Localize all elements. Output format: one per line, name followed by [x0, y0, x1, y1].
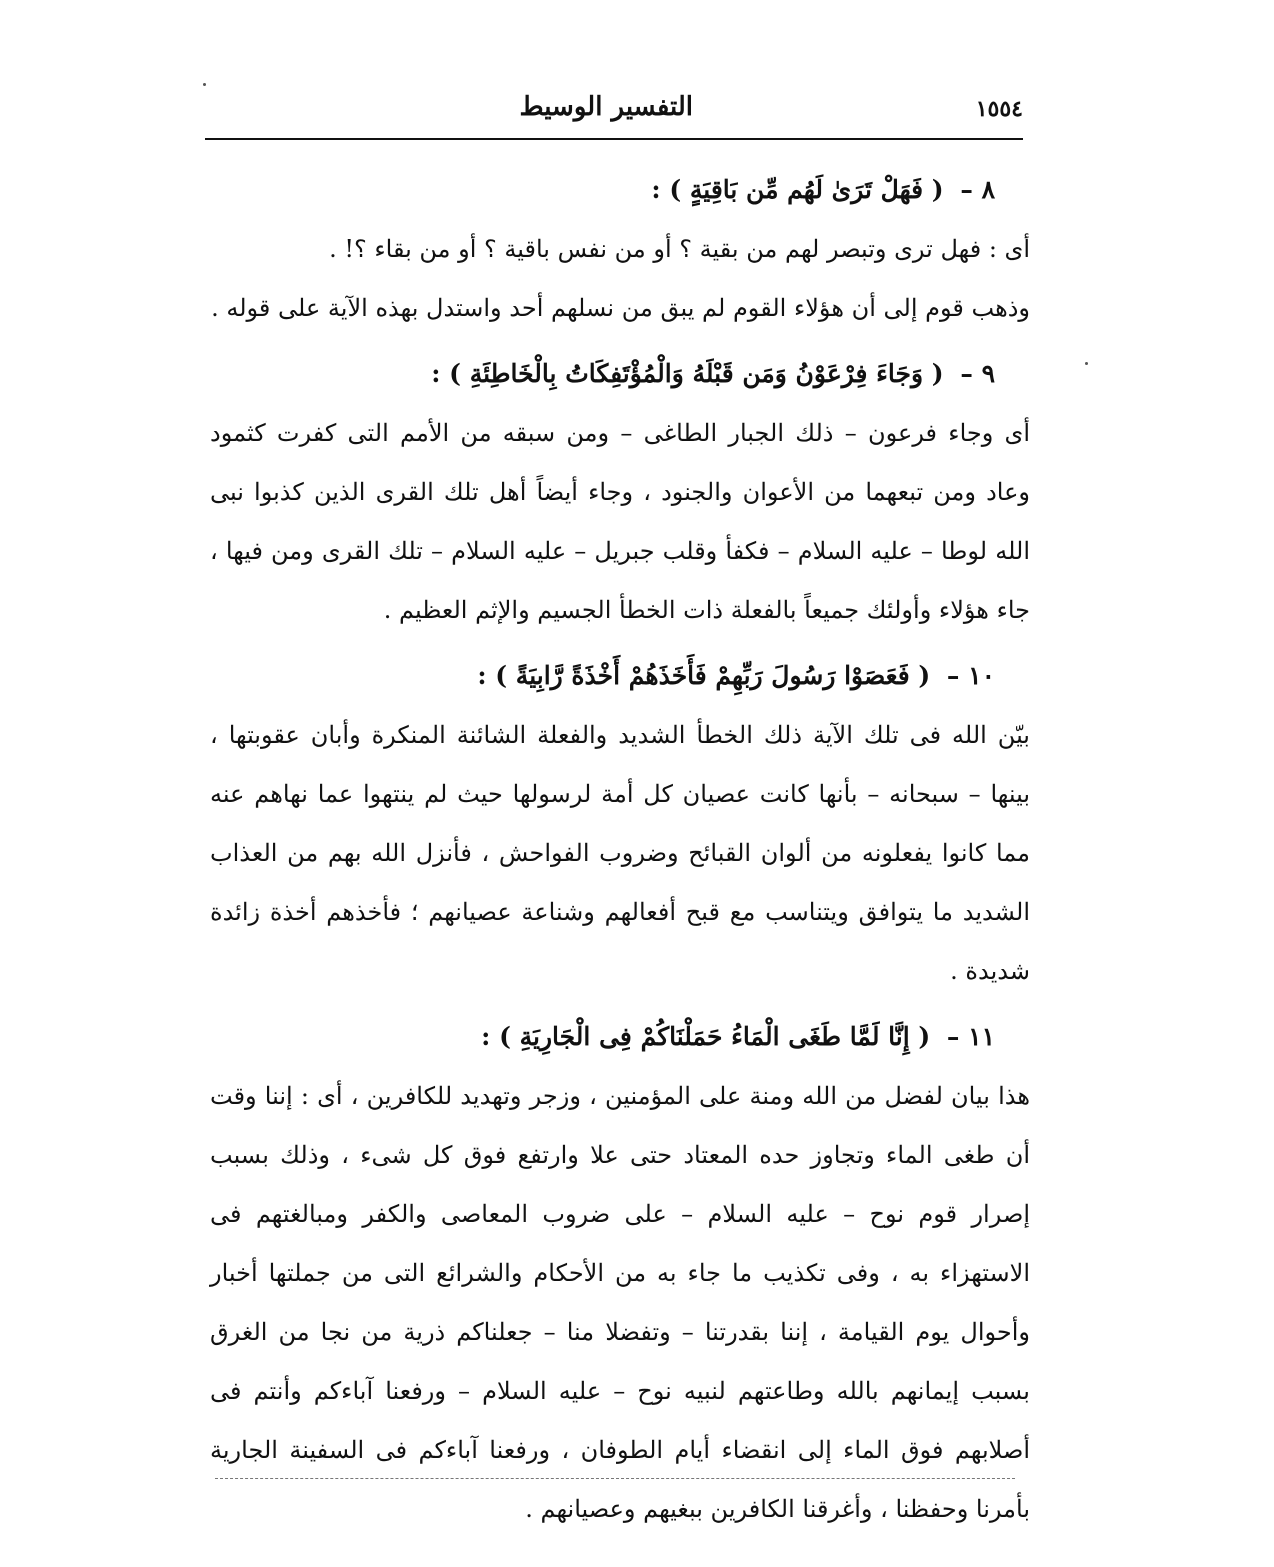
verse-heading	[210, 160, 1030, 220]
verse-heading	[210, 1007, 1030, 1067]
scan-speck	[203, 83, 206, 86]
page-header	[205, 92, 1023, 134]
verse-text: ( فَعَصَوْا رَسُولَ رَبِّهِمْ فَأَخَذَهُمْ أَخْذَةً رَّابِيَةً ) :	[477, 661, 931, 690]
running-title: التفسير الوسيط	[519, 92, 693, 122]
verse-text: ( إِنَّا لَمَّا طَغَى الْمَاءُ حَمَلْنَاكُمْ فِى الْجَارِيَةِ ) :	[481, 1022, 931, 1051]
page-body	[210, 160, 1030, 1539]
page-number: ١٥٥٤	[975, 96, 1023, 122]
scan-speck	[1085, 362, 1088, 365]
commentary-paragraph: بيّن الله فى تلك الآية ذلك الخطأ الشديد والفعلة الشائنة المنكرة وأبان عقوبتها ، بينها – سبحانه – بأنها كانت عصيان كل أمة لرسولها حيث لم ينتهوا عما نهاهم عنه مما كانوا يفعلونه من ألوان القبائح وضروب الفواحش ، فأنزل الله بهم من العذاب الشديد ما يتوافق ويتناسب مع قبح أفعالهم وشناعة عصيانهم ؛ فأخذهم أخذة زائدة شديدة .	[210, 721, 1030, 985]
verse-number: ٩ –	[960, 359, 995, 388]
verse-number: ١٠ –	[946, 661, 995, 690]
verse-text: ( وَجَاءَ فِرْعَوْنُ وَمَن قَبْلَهُ وَالْمُؤْتَفِكَاتُ بِالْخَاطِئَةِ ) :	[431, 359, 944, 388]
footer-divider	[215, 1478, 1015, 1479]
commentary-paragraph: أى وجاء فرعون – ذلك الجبار الطاغى – ومن سبقه من الأمم التى كفرت كثمود وعاد ومن تبعهما من الأعوان والجنود ، وجاء أيضاً أهل تلك القرى الذين كذبوا نبى الله لوطا – عليه السلام – فكفأ وقلب جبريل – عليه السلام – تلك القرى ومن فيها ، جاء هؤلاء وأولئك جميعاً بالفعلة ذات الخطأ الجسيم والإثم العظيم .	[210, 419, 1030, 624]
verse-heading	[210, 646, 1030, 706]
commentary-paragraph: أى : فهل ترى وتبصر لهم من بقية ؟ أو من نفس باقية ؟ أو من بقاء ؟! .	[329, 235, 1030, 263]
commentary-paragraph: هذا بيان لفضل من الله ومنة على المؤمنين ، وزجر وتهديد للكافرين ، أى : إننا وقت أن طغى الماء وتجاوز حده المعتاد حتى علا وارتفع فوق كل شىء ، وذلك بسبب إصرار قوم نوح – عليه السلام – على ضروب المعاصى والكفر ومبالغتهم فى الاستهزاء به ، وفى تكذيب ما جاء به من الأحكام والشرائع التى من جملتها أخبار وأحوال يوم القيامة ، إننا بقدرتنا – وتفضلا منا – جعلناكم ذرية من نجا من الغرق بسبب إيمانهم بالله وطاعتهم لنبيه نوح – عليه السلام – ورفعنا آباءكم وأنتم فى أصلابهم فوق الماء إلى انقضاء أيام الطوفان ، ورفعنا آباءكم فى السفينة الجارية بأمرنا وحفظنا ، وأغرقنا الكافرين ببغيهم وعصيانهم .	[210, 1082, 1030, 1523]
verse-number: ٨ –	[960, 175, 995, 204]
commentary-paragraph: وذهب قوم إلى أن هؤلاء القوم لم يبق من نسلهم أحد واستدل بهذه الآية على قوله .	[211, 294, 1030, 322]
verse-text: ( فَهَلْ تَرَىٰ لَهُم مِّن بَاقِيَةٍ ) :	[651, 175, 944, 204]
verse-heading	[210, 344, 1030, 404]
verse-number: ١١ –	[946, 1022, 995, 1051]
header-divider	[205, 138, 1023, 140]
